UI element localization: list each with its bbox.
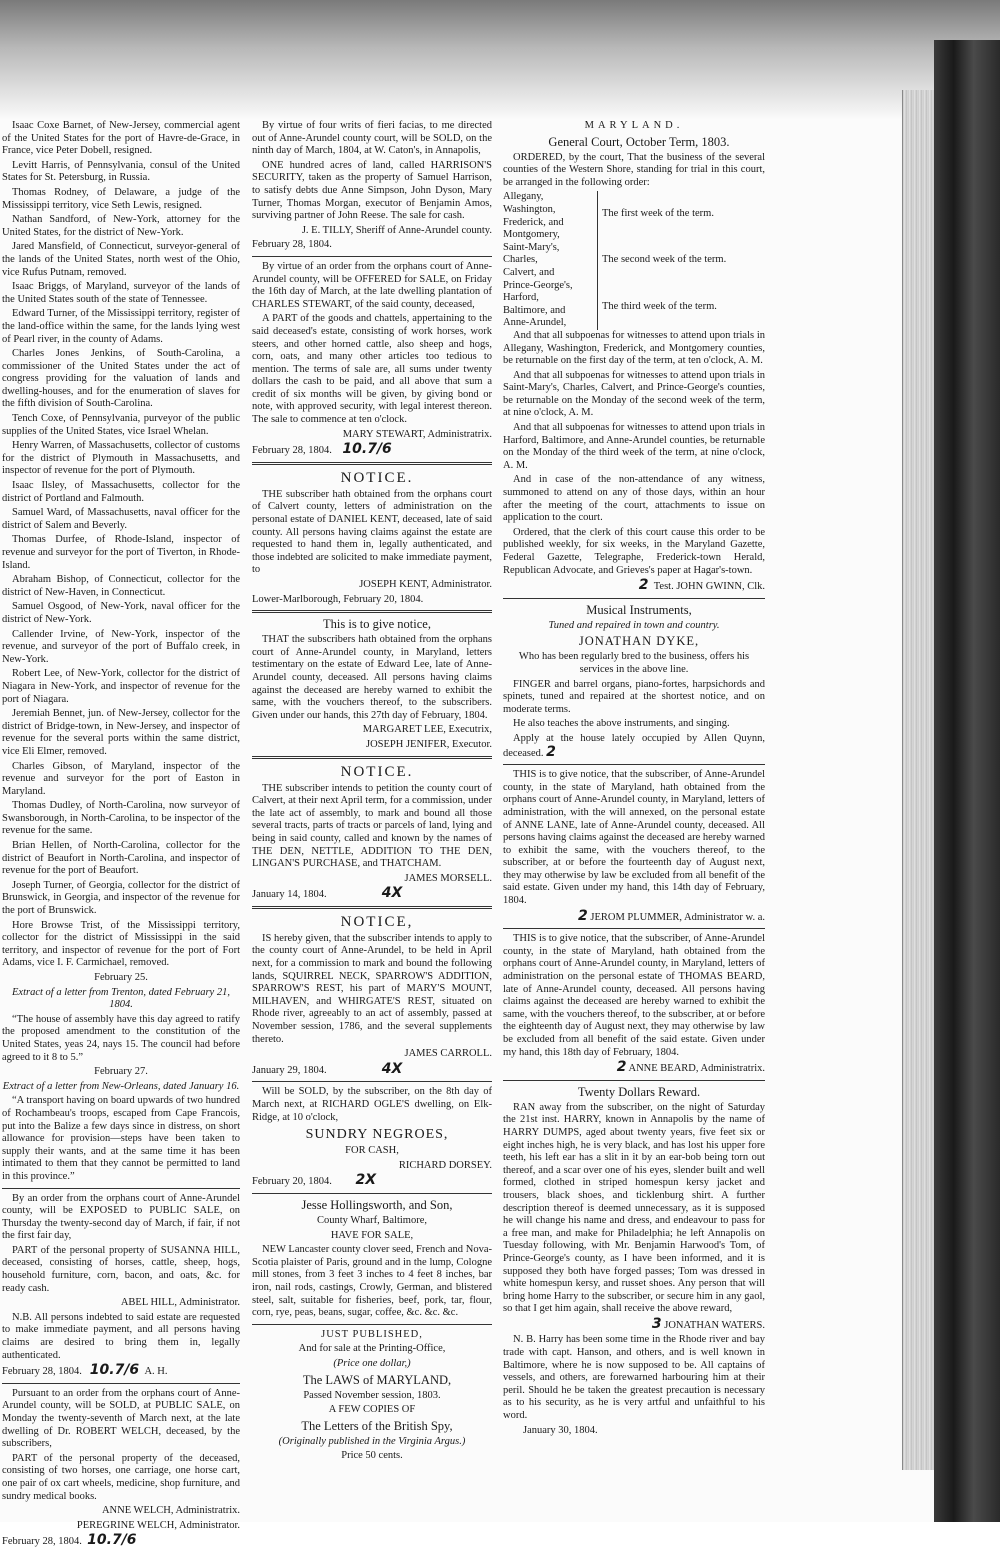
extract-body: “The house of assembly have this day agreed to ratify the proposed amendment to the constitution of the United States, yeas 24, nays 15. The council had before agreed to it 8 to 5.” <box>2 1013 240 1063</box>
appointment-entry: Jared Mansfield, of Connecticut, surveyor-general of the lands of the United States, north west of the Ohio, vice Rufus Putnam, removed. <box>2 241 240 278</box>
book-binding-edge <box>934 40 1000 1522</box>
publication-line: (Price one dollar,) <box>333 1357 411 1369</box>
ad-body: NEW Lancaster county clover seed, French and Nova-Scotia plaister of Paris, ground and in the lump, Cologne mill stones, from 3 feet 3 inches to 4 feet 8 inches, bar iron, nail rods, castings, Crowly, German, and blistered steel, salt, suitable for fisheries, beef, pork, tar, flour, corn, rye, peas, beans, sugar, coffee, &c. &c. &c. <box>252 1244 492 1319</box>
appointment-entry: Henry Warren, of Massachusetts, collector of customs for the district of Plymouth in Massachusetts, and inspector of revenue for the port of Plymouth. <box>2 440 240 477</box>
appointment-entry: Samuel Ward, of Massachusetts, naval officer for the district of Salem and Beverly. <box>2 507 240 531</box>
appointment-entry: Charles Jones Jenkins, of South-Carolina, a commissioner of the United States under the act of congress providing for the valuation of lands and dwelling-houses, and for the enumeration of slaves for the fifth division of South-Carolina. <box>2 348 240 410</box>
ad-intro: By an order from the orphans court of Anne-Arundel county, will be EXPOSED to PUBLIC SALE, on Thursday the twenty-second day of March, if fair, if not the first fair day, <box>2 1192 240 1242</box>
column-3 <box>503 120 765 1439</box>
ad-name: JONATHAN DYKE, <box>578 634 700 649</box>
notice-date: January 14, 1804. <box>252 889 327 901</box>
ad-intro: Who has been regularly bred to the business, offers his services in the above line. <box>518 651 750 675</box>
ad-note: N. B. Harry has been some time in the Rhode river and bay trade with capt. Hanson, and others, and is well known in Baltimore, where he is now supposed to be. All captains of vessels, and others, are forewarned harbouring him at their peril. Should he be taken the greatest precaution is necessary as to his security, as he is very artful and unfaithful to his word. <box>503 1334 765 1422</box>
publication-line: A FEW COPIES OF <box>328 1404 416 1416</box>
ad-heading: Twenty Dollars Reward. <box>577 1084 701 1099</box>
appointment-entry: Nathan Sandford, of New-York, attorney for the United States, for the district of New-York. <box>2 214 240 238</box>
extract-title: Extract of a letter from New-Orleans, dated January 16. <box>2 1080 240 1092</box>
notice-signature: ANNE BEARD, Administratrix. <box>628 1063 765 1075</box>
county-name: Anne-Arundel, <box>503 317 567 329</box>
divider <box>503 764 765 765</box>
handwritten-mark: 2 <box>578 907 588 924</box>
appointment-entry: Levitt Harris, of Pennsylvania, consul of the United States for St. Petersburg, in Russia. <box>2 159 240 184</box>
ad-signature: MARY STEWART, Administratrix. <box>342 428 492 440</box>
divider <box>503 928 765 929</box>
handwritten-mark: 2X <box>355 1172 377 1189</box>
notice-signature-line <box>503 907 765 925</box>
court-subtitle: General Court, October Term, 1803. <box>548 134 730 149</box>
divider <box>252 462 492 465</box>
court-signature: Test. JOHN GWINN, Clk. <box>653 581 765 593</box>
date-heading: February 25. <box>94 972 148 983</box>
publication-line: JUST PUBLISHED, <box>321 1328 423 1340</box>
appointment-entry: Thomas Durfee, of Rhode-Island, inspector of revenue and surveyor for the port of Tiverton, in Rhode-Island. <box>2 534 240 571</box>
divider <box>252 1193 492 1194</box>
publication-title: The Letters of the British Spy, <box>301 1418 453 1433</box>
ad-intro: By virtue of an order from the orphans court of Anne-Arundel county, will be OFFERED for SALE, on Friday the 16th day of March, at the late dwelling plantation of CHARLES STEWART, of the said county, deceased, <box>252 260 492 310</box>
notice-body: THIS is to give notice, that the subscriber, of Anne-Arundel county, in the state of Maryland, hath obtained from the orphans court of Anne-Arundel county, in Maryland, letters of administration on the personal estate of THOMAS BEARD, late of Anne-Arundel county, deceased. All persons having claims against the deceased are hereby warned to exhibit the same, with the vouchers thereof, to the subscriber, at or before the eighteenth day of August next, they may otherwise by law be excluded from all benefit of the said estate. Given under my hand, this 18th day of February, 1804. <box>503 933 765 1058</box>
divider <box>503 1080 765 1081</box>
ad-subheading: HAVE FOR SALE, <box>330 1229 414 1241</box>
divider <box>252 610 492 613</box>
appointment-entry: Isaac Briggs, of Maryland, surveyor of the lands of the United States south of the state of Tennessee. <box>2 281 240 305</box>
appointment-entry: Charles Gibson, of Maryland, inspector of the revenue and surveyor for the port of Easton in Maryland. <box>2 760 240 797</box>
divider <box>252 256 492 257</box>
court-paragraph: And that all subpoenas for witnesses to attend upon trials in Saint-Mary's, Charles, Calvert, and Prince-George's counties, be returnable on the Monday of the second week of the term, at nine o'clock, A. M. <box>503 369 765 419</box>
ad-body: ONE hundred acres of land, called HARRISON'S SECURITY, taken as the property of Samuel Harrison, to satisfy debts due Anne Simpson, John Dyson, Mary Turner, Thomas Morgan, executor of Benjamin Amos, surviving partner of John Reese. The sale for cash. <box>252 159 492 222</box>
handwritten-mark: 10.7/6 <box>87 1532 137 1549</box>
county-name: Prince-George's, <box>503 279 573 291</box>
ad-signature: ANNE WELCH, Administratrix. <box>101 1505 240 1517</box>
ad-signature: RICHARD DORSEY. <box>398 1159 492 1171</box>
ad-date: February 20, 1804. <box>252 1176 332 1188</box>
week-assignment: The second week of the term. <box>602 254 727 266</box>
notice-signature: JAMES CARROLL. <box>404 1048 492 1060</box>
handwritten-mark: 4X <box>381 1060 403 1077</box>
appointment-entry: Edward Turner, of the Mississippi territory, register of the land-office within the same, for the lands lying west of Pearl river, in the county of Adams. <box>2 308 240 345</box>
handwritten-mark: 3 <box>651 1315 662 1332</box>
handwritten-mark: 2 <box>546 743 556 760</box>
notice-signature-line <box>503 1061 765 1076</box>
appointment-entry: Robert Lee, of New-York, collector for the district of Niagara in New-York, and inspector of revenue for the port of Niagara. <box>2 668 240 705</box>
notice-date-line <box>252 887 492 902</box>
county-name: Baltimore, and <box>503 304 566 316</box>
ad-subheading: County Wharf, Baltimore, <box>316 1214 428 1226</box>
notice-heading: NOTICE. <box>340 469 414 486</box>
ad-signature-line <box>503 1315 765 1333</box>
divider <box>252 1081 492 1082</box>
handwritten-mark: 10.7/6 <box>89 1362 140 1379</box>
court-schedule <box>503 191 765 330</box>
county-name: Calvert, and <box>503 266 555 278</box>
ad-heading: SUNDRY NEGROES, <box>305 1127 449 1143</box>
ad-date: February 28, 1804. <box>2 1366 82 1378</box>
week-assignment: The first week of the term. <box>602 208 714 220</box>
ad-subheading: FOR CASH, <box>345 1145 399 1157</box>
appointment-entry: Thomas Rodney, of Delaware, a judge of the Mississippi territory, vice Seth Lewis, resigned. <box>2 186 240 211</box>
divider <box>2 1383 240 1384</box>
ad-heading: Jesse Hollingsworth, and Son, <box>301 1197 453 1212</box>
appointment-entry: Brian Hellen, of North-Carolina, collector for the district of Beaufort in North-Carolina, and inspector of revenue for the port of Beaufort. <box>2 840 240 877</box>
notice-body: THE subscriber hath obtained from the orphans court of Calvert county, letters of administration on the personal estate of DANIEL KENT, deceased, late of said county. All persons having claims against the estate are requested to hand them in, legally authenticated, and those indebted are solicited to make immediate payment, to <box>252 488 492 576</box>
column-1 <box>2 120 240 1551</box>
court-title: MARYLAND. <box>584 120 684 131</box>
appointment-entry: Hore Browse Trist, of the Mississippi territory, collector for the district of Mississippi in the said territory, and inspector of revenue for the port of Fort Adams, vice I. F. Carmichael, removed. <box>2 919 240 969</box>
ad-signature: PEREGRINE WELCH, Administrator. <box>76 1519 240 1531</box>
appointments-list <box>2 120 240 970</box>
county-name: Allegany, <box>503 191 544 203</box>
county-name: Frederick, and <box>503 216 564 228</box>
publication-line: (Originally published in the Virginia Argus.) <box>278 1435 466 1447</box>
handwritten-mark: 4X <box>381 885 403 902</box>
notice-signature: MARGARET LEE, Executrix, <box>362 724 492 736</box>
publication-line: And for sale at the Printing-Office, <box>298 1343 446 1355</box>
divider <box>2 1188 240 1189</box>
column-2 <box>252 120 492 1465</box>
court-paragraph: And that all subpoenas for witnesses to attend upon trials in Allegany, Washington, Frederick, and Montgomery counties, be returnable on the first day of the term, at ten o'clock, A. M. <box>503 329 765 367</box>
county-name: Saint-Mary's, <box>503 241 560 253</box>
ad-body <box>503 733 765 760</box>
notice-body: THAT the subscribers hath obtained from the orphans court of Anne-Arundel county, in Maryland, letters testimentary on the estate of Edward Lee, late of Anne-Arundel county, deceased. All persons having claims against the deceased are hereby warned to exhibit the same, with the vouchers thereof, to the subscribers. Given under our hands, this 27th day of February, 1804. <box>252 634 492 721</box>
notice-body: IS hereby given, that the subscriber intends to apply to the county court of Anne-Arundel, to be held in April next, for a commission to mark and bound the following lands, SQUIRREL NECK, SPARROW'S ADDITION, SPARROW'S REST, his part of MARY'S MOUNT, MILHAVEN, and WHIRGATE'S REST, situated on Rhode river, agreeably to an act of assembly, passed at November session, 1786, and the several supplements thereto. <box>252 932 492 1045</box>
ad-body: FINGER and barrel organs, piano-fortes, harpsichords and spinets, tuned and repaired at the shortest notice, and on moderate terms. <box>503 678 765 715</box>
notice-heading: NOTICE. <box>340 763 414 780</box>
week-list <box>598 191 765 330</box>
date-heading: February 27. <box>94 1066 148 1078</box>
notice-heading: NOTICE, <box>340 913 414 930</box>
ad-intro: Pursuant to an order from the orphans court of Anne-Arundel county, will be SOLD, at PUBLIC SALE, on Monday the twenty-seventh of March next, at the late dwelling of Dr. ROBERT WELCH, deceased, by the subscribers, <box>2 1387 240 1450</box>
appointment-entry: Thomas Dudley, of North-Carolina, now surveyor of Swansborough, in North-Carolina, to be inspector of the revenue for the same. <box>2 800 240 837</box>
county-name: Washington, <box>503 203 556 215</box>
extract-title: Extract of a letter from Trenton, dated February 21, 1804. <box>12 986 230 1011</box>
notice-body: THE subscriber intends to petition the county court of Calvert, at their next April term, for a commission, under the late act of assembly, to mark and bound all those several tracts, parts of tracts or parcels of land, lying and being in said county, called and known by the names of THE DEN, NETTLE, ADDITION TO THE DEN, LINGAN'S PURCHASE, and THATCHAM. <box>252 782 492 870</box>
county-list <box>503 191 598 330</box>
ad-body: PART of the personal property of the deceased, consisting of two horses, one carriage, one horse cart, one pair of ox cart wheels, medicine, shop furniture, and sundry medical books. <box>2 1452 240 1502</box>
appointment-entry: Isaac Coxe Barnet, of New-Jersey, commercial agent of the United States for the port of Havre-de-Grace, in France, vice Peter Dobell, resigned. <box>2 120 240 157</box>
notice-signature: JOSEPH KENT, Administrator. <box>359 579 492 590</box>
court-signature-line <box>503 579 765 594</box>
publication-title: The LAWS of MARYLAND, <box>302 1372 452 1387</box>
ad-intro: By virtue of four writs of fieri facias, to me directed out of Anne-Arundel county court, will be SOLD, on the ninth day of March, 1804, at W. Caton's, in Annapolis, <box>252 120 492 157</box>
ad-note: N.B. All persons indebted to said estate are requested to make immediate payment, and all persons having claims are desired to bring them in, legally authenticated. <box>2 1311 240 1361</box>
ad-date-line <box>252 443 492 458</box>
publication-price: Price 50 cents. <box>341 1450 403 1462</box>
notice-signature: JEROM PLUMMER, Administrator w. a. <box>590 911 765 923</box>
ad-body: A PART of the goods and chattels, appertaining to the said deceased's estate, consisting of work horses, work steers, and other horned cattle, also sheep and hogs, corn, oats, and many other articles too tedious to mention. The terms of sale are, all sums under twenty dollars the cash to be paid, and all above that sum a credit of six months will be given, by giving bond or note, with approved security, with legal interest thereon. The sale to commence at ten o'clock. <box>252 313 492 426</box>
scan-shadow <box>0 0 1000 120</box>
ad-text: Apply at the house lately occupied by Allen Quynn, deceased. <box>503 732 765 759</box>
ad-body: PART of the personal property of SUSANNA HILL, deceased, consisting of horses, cattle, sheep, hogs, household furniture, corn, bacon, and oats, &c. for ready cash. <box>2 1244 240 1294</box>
appointment-entry: Joseph Turner, of Georgia, collector for the district of Brunswick, in Georgia, and inspector of the revenue for the port of Brunswick. <box>2 879 240 917</box>
divider <box>252 1324 492 1325</box>
ad-heading: Musical Instruments, <box>586 602 692 617</box>
appointment-entry: Callender Irvine, of New-York, inspector of the revenue, and surveyor of the port of Buffalo creek, in New-York. <box>2 628 240 665</box>
ad-date: February 28, 1804. <box>252 445 332 457</box>
ad-date-line <box>2 1364 240 1379</box>
county-name: Montgomery, <box>503 229 560 241</box>
divider <box>503 598 765 599</box>
ad-signature: JONATHAN WATERS. <box>664 1319 765 1331</box>
ad-signature: ABEL HILL, Administrator. <box>120 1297 240 1309</box>
notice-signature: JAMES MORSELL. <box>404 872 492 884</box>
publication-line: Passed November session, 1803. <box>303 1389 441 1401</box>
notice-body: THIS is to give notice, that the subscriber, of Anne-Arundel county, in the state of Maryland, hath obtained from the orphans court of Anne-Arundel county, in Maryland, letters of administration, with the will annexed, on the personal estate of ANNE LANE, late of Anne-Arundel county, deceased. All persons having claims against the deceased are hereby warned to exhibit the same, with the vouchers thereof, to the subscriber, at or before the fourteenth day of August next, they may otherwise by law be excluded from all benefit of the said estate. Given under my hand, this 14th day of February, 1804. <box>503 769 765 907</box>
ad-date: January 30, 1804. <box>523 1424 598 1436</box>
week-assignment: The third week of the term. <box>602 300 717 312</box>
court-body: ORDERED, by the court, That the business of the several counties of the Western Shore, standing for trial in this court, be arranged in the following order: <box>503 151 765 188</box>
ad-intro: Will be SOLD, by the subscriber, on the 8th day of March next, at RICHARD OGLE'S dwelling, on Elk-Ridge, at 10 o'clock, <box>252 1086 492 1123</box>
handwritten-mark: 10.7/6 <box>342 441 392 458</box>
extract-body: “A transport having on board upwards of two hundred of Rochambeau's troops, escaped from Cape Francois, put into the Balize a few days since in distress, on short allowance for provision—steps have been taken to supply their wants, and at the same time it has been intimated to them that they cannot be permitted to land in this province.” <box>2 1095 240 1182</box>
court-paragraph: And that all subpoenas for witnesses to attend upon trials in Harford, Baltimore, and Anne-Arundel counties, be returnable on the Monday of the third week of the term, at nine o'clock, A. M. <box>503 422 765 471</box>
notice-heading: This is to give notice, <box>323 617 431 632</box>
ad-initials: A. H. <box>144 1366 168 1378</box>
appointment-entry: Samuel Osgood, of New-York, naval officer for the district of New-York. <box>2 601 240 625</box>
notice-place-date: Lower-Marlborough, February 20, 1804. <box>252 593 424 605</box>
notice-date: January 29, 1804. <box>252 1064 327 1076</box>
notice-signature: JOSEPH JENIFER, Executor. <box>366 738 492 750</box>
notice-date-line <box>252 1060 492 1078</box>
ad-date: February 28, 1804. <box>252 239 332 251</box>
appointment-entry: Isaac Ilsley, of Massachusetts, collector for the district of Portland and Falmouth. <box>2 480 240 504</box>
ad-signature: J. E. TILLY, Sheriff of Anne-Arundel county. <box>301 224 492 236</box>
ad-date-line <box>252 1174 492 1189</box>
handwritten-mark: 2 <box>638 577 649 594</box>
county-name: Harford, <box>503 292 539 304</box>
divider <box>252 756 492 759</box>
court-paragraph: And in case of the non-attendance of any witness, summoned to attend on any of those days, within an hour after the meeting of the court, attachments to issue on application to the court. <box>503 474 765 524</box>
ad-date: February 28, 1804. <box>2 1536 82 1548</box>
page-edges <box>902 90 937 1470</box>
appointment-entry: Tench Coxe, of Pennsylvania, purveyor of the public supplies of the United States, vice Israel Whelan. <box>2 413 240 437</box>
ad-date-line <box>2 1534 240 1549</box>
appointment-entry: Abraham Bishop, of Connecticut, collector for the district of New-Haven, in Connecticut. <box>2 574 240 598</box>
divider <box>252 906 492 909</box>
county-name: Charles, <box>503 254 538 266</box>
ad-body: He also teaches the above instruments, and singing. <box>513 718 730 730</box>
court-paragraph: Ordered, that the clerk of this court cause this order to be published weekly, for six weeks, in the Maryland Gazette, Federal Gazette, Telegraphe, Frederick-town Herald, Republican Advocate, and Grieves's paper at Hagar's-town. <box>503 526 765 576</box>
ad-body: RAN away from the subscriber, on the night of Saturday the 21st inst. HARRY, known in Annapolis by the name of HARRY DUMPS, aged about twenty years, five feet six or eight inches high, he is very black, and has lost his upper fore teeth, his left ear has a slit in it by an ear-bob being torn out thereof, and a scar over one of his eyes, slender built and well formed, clothed in striped homespun kersy jacket and trousers, black shoes, and ticklenburg shirt. A further description thereof is deemed unnecessary, as it is supposed he will change his name and dress, and endeavour to pass for a free man, and make for Philadelphia; he left Annapolis on Tuesday following, with Mr. Benjamin Harwood's Tom, of Prince-George's county, as I have been informed, and it is supposed they both have forged passes; Tom was dressed in white homespun kersy, and russet shoes. Any person that will bring home Harry to the subscriber, or secure him in any gaol, so that I get him again, shall receive the above reward, <box>503 1101 765 1315</box>
ad-subheading: Tuned and repaired in town and country. <box>548 619 720 631</box>
handwritten-mark: 2 <box>616 1059 627 1076</box>
appointment-entry: Jeremiah Bennet, jun. of New-Jersey, collector for the district of Bridge-town, in New-Jersey, and inspector of revenue for the several ports within the same district, vice Eli Elmer, removed. <box>2 708 240 757</box>
